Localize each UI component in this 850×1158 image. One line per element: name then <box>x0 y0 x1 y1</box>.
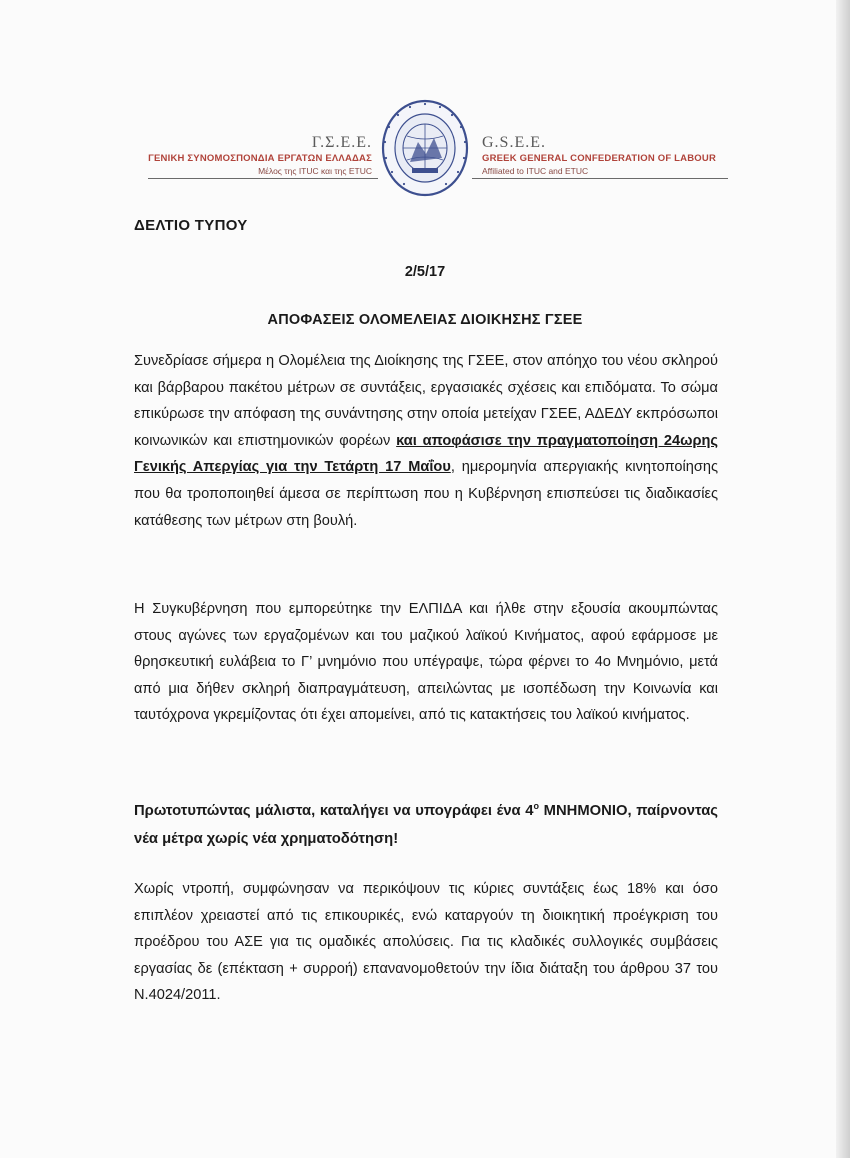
letterhead-greek-affiliation: Μέλος της ITUC και της ETUC <box>258 166 372 176</box>
letterhead <box>0 98 850 198</box>
paragraph-2: Η Συγκυβέρνηση που εμπορεύτηκε την ΕΛΠΙΔΑ και ήλθε στην εξουσία ακουμπώντας στους αγώνες των εργαζομένων και του μαζικού λαϊκού Κινήματος, αφού εφάρμοσε με θρησκευτική ευλάβεια το Γ’ μνημόνιο που υπέγραψε, τώρα φέρνει το 4ο Μνημόνιο, μετά από μια δήθεν σκληρή διαπραγμάτευση, απειλώντας με ισοπέδωση την Κοινωνία και ταυτόχρονα γκρεμίζοντας ότι έχει απομείνει, από τις κατακτήσεις του λαϊκού κινήματος. <box>134 601 718 724</box>
paragraph-3-before: Πρωτοτυπώντας μάλιστα, καταλήγει να υπογράφει ένα 4 <box>134 803 534 819</box>
document-date: 2/5/17 <box>404 264 446 280</box>
letterhead-english-affiliation: Affiliated to ITUC and ETUC <box>482 166 589 176</box>
letterhead-english-abbr: G.S.E.E. <box>482 134 546 151</box>
paragraph-4: Χωρίς ντροπή, συμφώνησαν να περικόψουν τις κύριες συντάξεις έως 18% και όσο επιπλέον χρειαστεί από τις επικουρικές, ενώ καταργούν τη διοικητική προέγκριση του προέδρου του ΑΣΕ για τις ομαδικές απολύσεις. Για τις κλαδικές συλλογικές συμβάσεις εργασίας δε (επέκταση + συρροή) επανανομοθετούν την ίδια διάταξη του άρθρου 37 του Ν.4024/2011. <box>134 881 718 1004</box>
letterhead-greek-name: ΓΕΝΙΚΗ ΣΥΝΟΜΟΣΠΟΝΔΙΑ ΕΡΓΑΤΩΝ ΕΛΛΑΔΑΣ <box>148 153 372 164</box>
paragraph-1-strike-announcement: και αποφάσισε την πραγματοποίηση 24ωρης Γενικής Απεργίας για την Τετάρτη 17 Μαΐου <box>134 432 718 476</box>
document-title: ΑΠΟΦΑΣΕΙΣ ΟΛΟΜΕΛΕΙΑΣ ΔΙΟΙΚΗΣΗΣ ΓΣΕΕ <box>267 312 583 328</box>
letterhead-rule-right <box>472 178 728 179</box>
paragraph-3-after: ΜΝΗΜΟΝΙΟ, παίρνοντας νέα μέτρα χωρίς νέα χρηματοδότηση! <box>134 803 718 847</box>
letterhead-english-name: GREEK GENERAL CONFEDERATION OF LABOUR <box>482 153 716 164</box>
document-type: ΔΕΛΤΙΟ ΤΥΠΟΥ <box>134 217 248 234</box>
paragraph-3-ordinal: ο <box>533 801 540 812</box>
letterhead-rule-left <box>148 178 378 179</box>
paragraph-3 <box>134 797 718 853</box>
letterhead-english-block <box>482 134 716 177</box>
gsee-seal-logo <box>380 98 470 198</box>
paragraph-1-part-2: , ημερομηνία απεργιακής κινητοποίησης που θα τροποποιηθεί άμεσα σε περίπτωση που η Κυβέρνηση επισπεύσει τις διαδικασίες κατάθεσης των μέτρων στη βουλή. <box>134 459 718 529</box>
letterhead-greek-abbr: Γ.Σ.Ε.Ε. <box>311 134 372 151</box>
letterhead-greek-block <box>148 134 372 177</box>
paragraph-1 <box>134 348 718 534</box>
paragraph-1-part-1: Συνεδρίασε σήμερα η Ολομέλεια της Διοίκησης της ΓΣΕΕ, στον απόηχο του νέου σκληρού και βάρβαρου πακέτου μέτρων σε συντάξεις, εργασιακές σχέσεις και επιδόματα. Το σώμα επικύρωσε την απόφαση της συνάντησης στην οποία μετείχαν ΓΣΕΕ, ΑΔΕΔΥ εκπρόσωποι κοινωνικών και επιστημονικών φορέων <box>134 353 718 449</box>
